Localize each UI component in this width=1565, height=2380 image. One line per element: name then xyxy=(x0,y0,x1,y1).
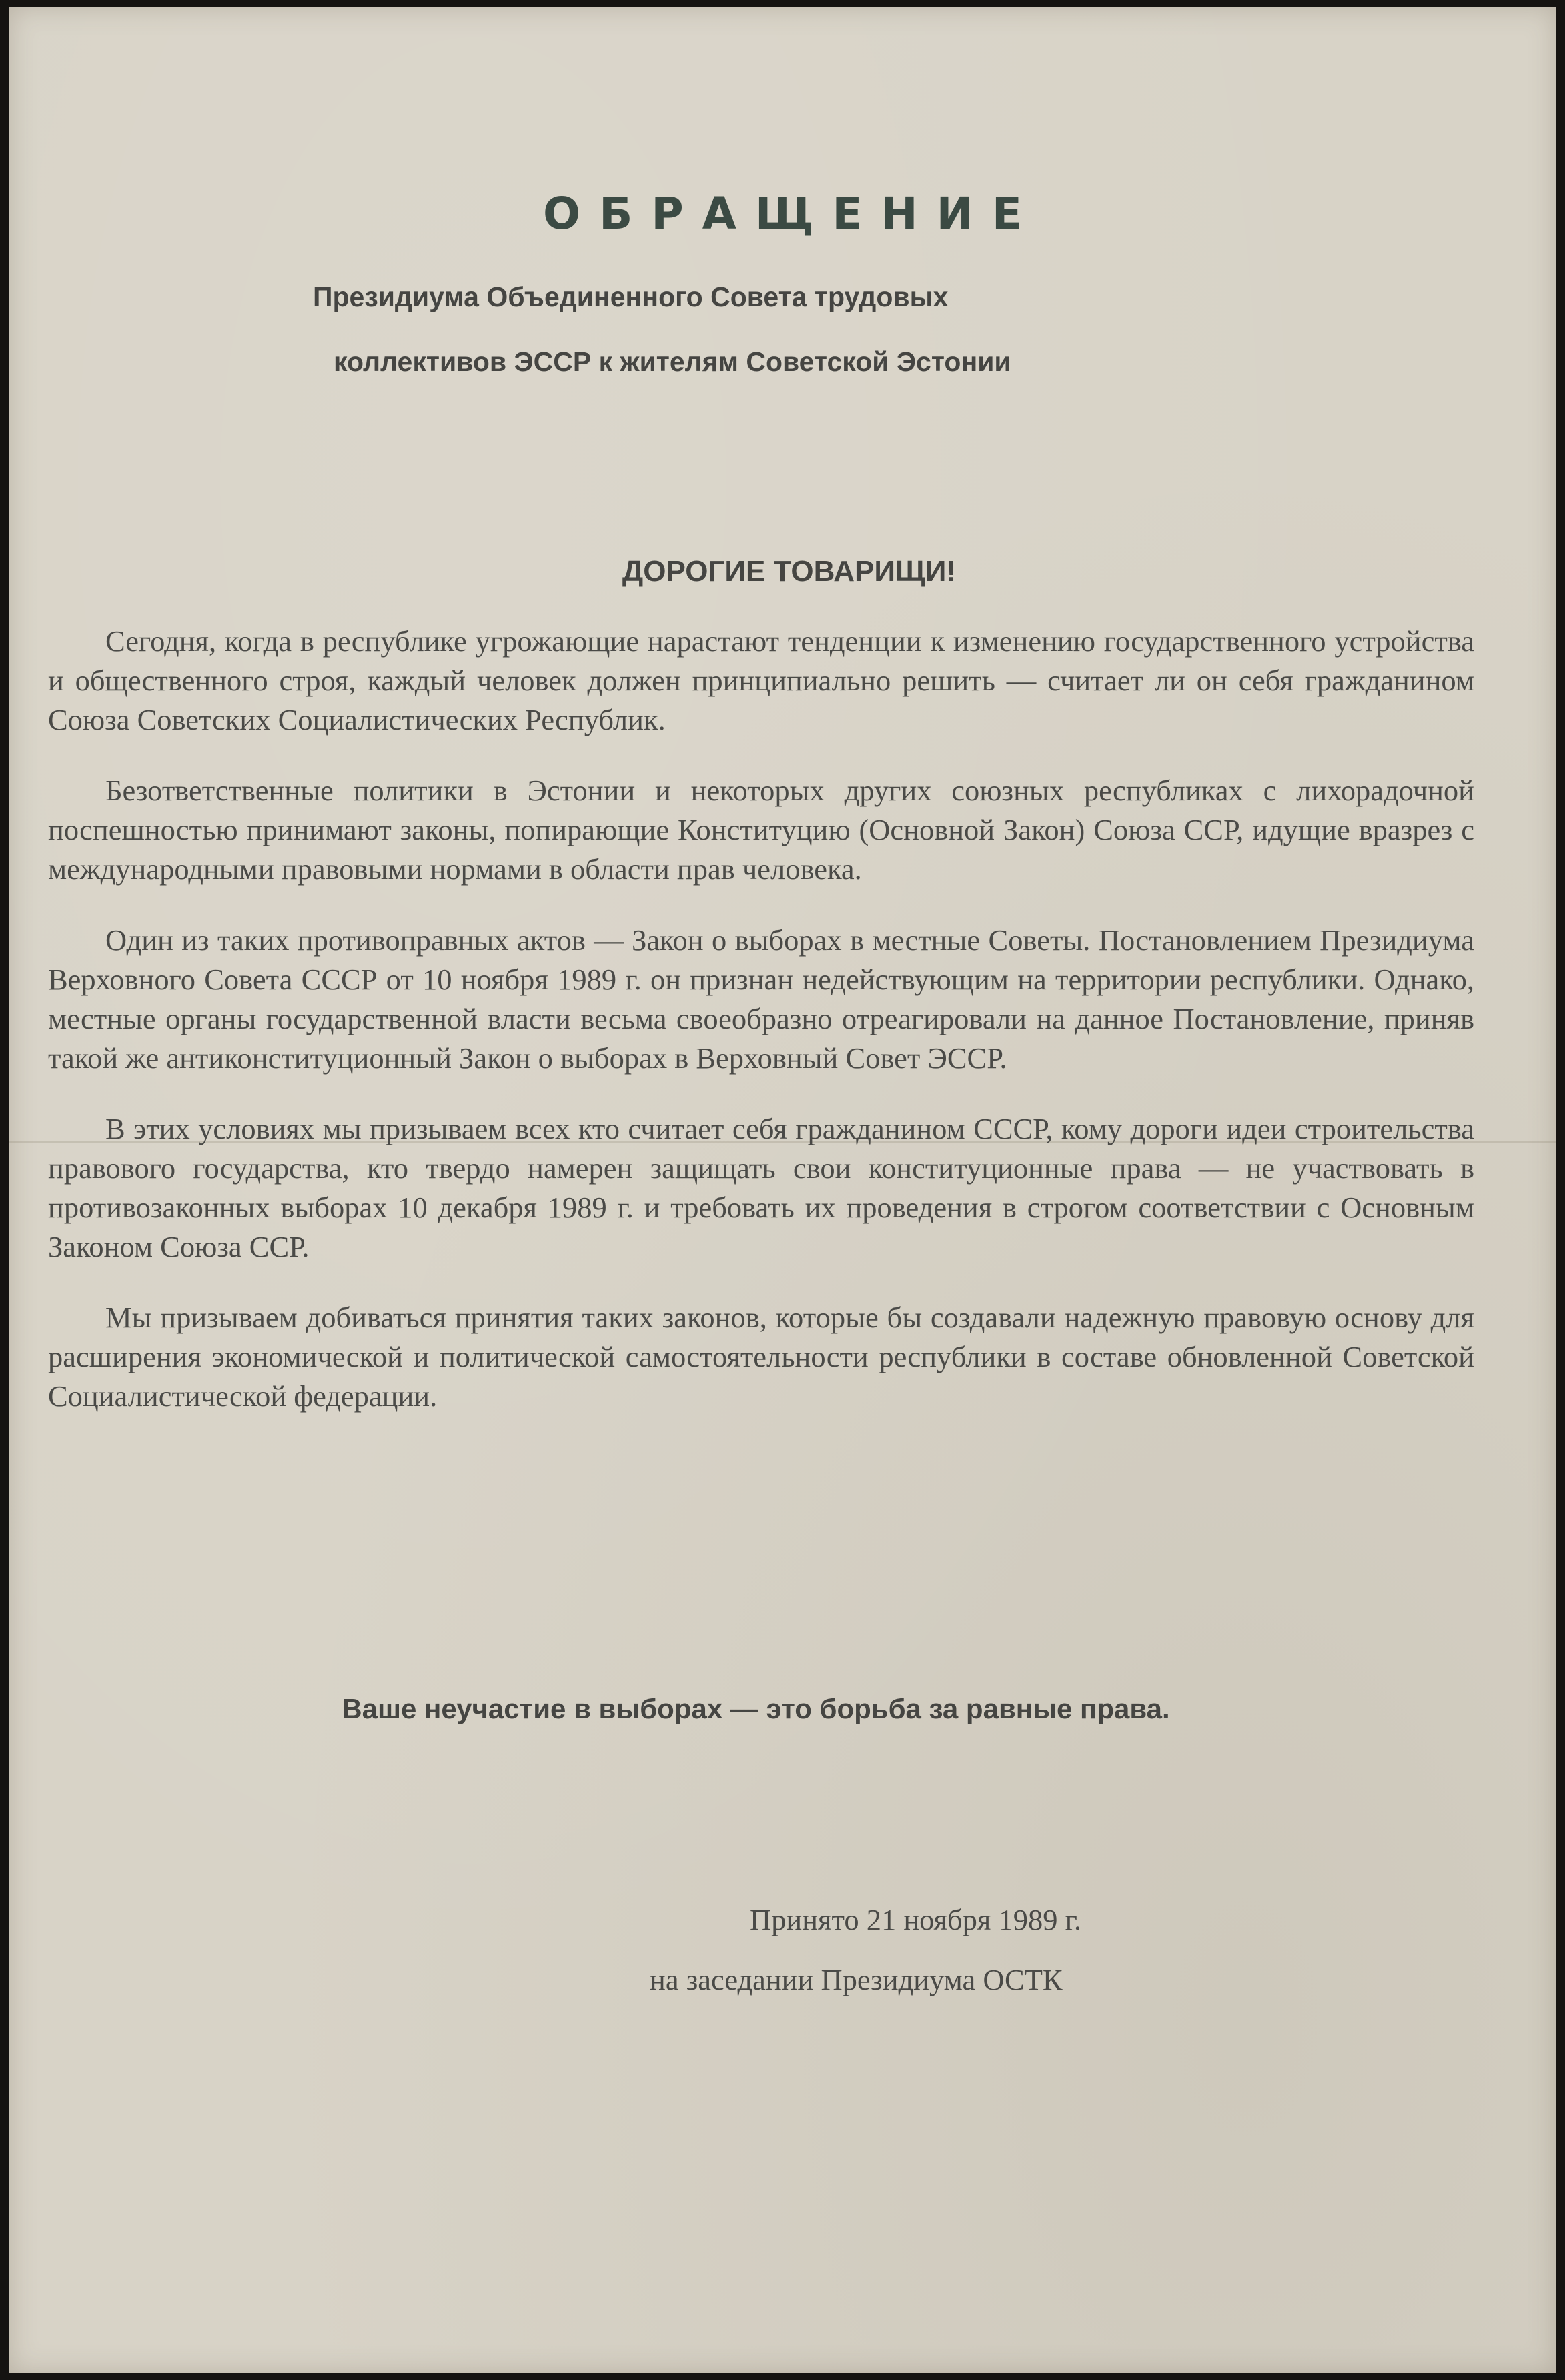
subtitle-line-2: коллективов ЭССР к жителям Советской Эстонии xyxy=(334,346,1011,377)
greeting: ДОРОГИЕ ТОВАРИЩИ! xyxy=(622,555,957,588)
paragraph-3: Один из таких противоправных актов — Закон о выборах в местные Советы. Постановлением Президиума Верховного Совета СССР от 10 ноября 1989 г. он признан недействующим на территории республики. Однако, местные органы государственной власти весьма своеобразно отреагировали на данное Постановление, приняв такой же антиконституционный Закон о выборах в Верховный Совет ЭССР. xyxy=(48,923,1474,1075)
paragraph-1: Сегодня, когда в республике угрожающие нарастают тенденции к изменению государственного устройства и общественного строя, каждый человек должен принципиально решить — считает ли он себя гражданином Союза Советских Социалистических Республик. xyxy=(48,624,1474,736)
adopted-meeting: на заседании Президиума ОСТК xyxy=(650,1963,1063,1996)
document-title: ОБРАЩЕНИЕ xyxy=(542,188,1041,239)
subtitle-line-1: Президиума Объединенного Совета трудовых xyxy=(313,281,949,312)
paragraph-2: Безответственные политики в Эстонии и некоторых других союзных республиках с лихорадочной поспешностью принимают законы, попирающие Конституцию (Основной Закон) Союза ССР, идущие вразрез с международными правовыми нормами в области прав человека. xyxy=(48,774,1474,886)
adopted-date: Принято 21 ноября 1989 г. xyxy=(750,1903,1081,1936)
paragraph-4: В этих условиях мы призываем всех кто считает себя гражданином СССР, кому дороги идеи строительства правового государства, кто твердо намерен защищать свои конституционные права — не участвовать в противозаконных выборах 10 декабря 1989 г. и требовать их проведения в строгом соответствии с Основным Законом Союза ССР. xyxy=(48,1112,1474,1263)
document-page xyxy=(9,7,1556,2373)
slogan: Ваше неучастие в выборах — это борьба за равные права. xyxy=(342,1693,1170,1724)
appeal-body xyxy=(48,622,1474,1447)
paragraph-5: Мы призываем добиваться принятия таких законов, которые бы создавали надежную правовую основу для расширения экономической и политической самостоятельности республики в составе обновленной Советской Социалистической федерации. xyxy=(48,1301,1474,1413)
